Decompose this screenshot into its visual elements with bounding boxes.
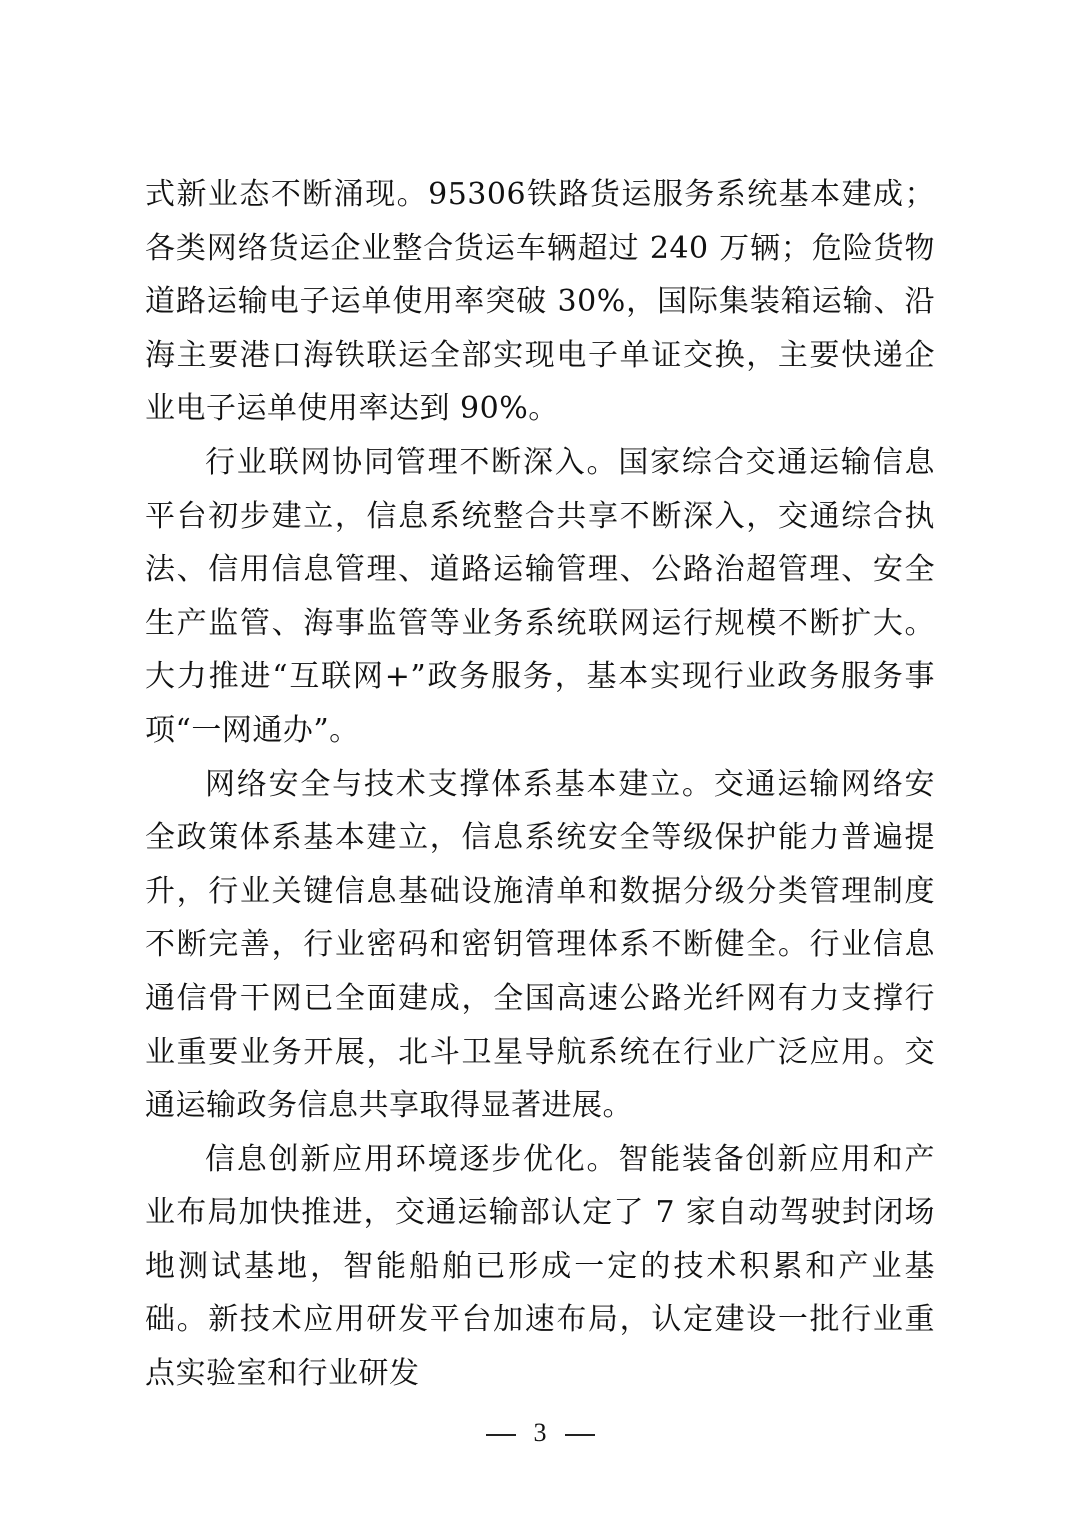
document-body <box>145 168 935 1401</box>
page-number: 3 <box>533 1418 547 1447</box>
paragraph-innovation-environment: 信息创新应用环境逐步优化。智能装备创新应用和产业布局加快推进，交通运输部认定了 7 家自动驾驶封闭场地测试基地，智能船舶已形成一定的技术积累和产业基础。新技术应用研发平台加速布局，认定建设一批行业重点实验室和行业研发 <box>145 1141 935 1392</box>
paragraph-continuation: 式新业态不断涌现。95306铁路货运服务系统基本建成；各类网络货运企业整合货运车辆超过 240 万辆；危险货物道路运输电子运单使用率突破 30%，国际集装箱运输、沿海主要港口海铁联运全部实现电子单证交换，主要快递企业电子运单使用率达到 90%。 <box>145 177 935 427</box>
paragraph-industry-network: 行业联网协同管理不断深入。国家综合交通运输信息平台初步建立，信息系统整合共享不断深入，交通综合执法、信用信息管理、道路运输管理、公路治超管理、安全生产监管、海事监管等业务系统联网运行规模不断扩大。大力推进“互联网+”政务服务，基本实现行业政务服务事项“一网通办”。 <box>145 444 935 748</box>
paragraph-network-security: 网络安全与技术支撑体系基本建立。交通运输网络安全政策体系基本建立，信息系统安全等级保护能力普遍提升，行业关键信息基础设施清单和数据分级分类管理制度不断完善，行业密码和密钥管理体系不断健全。行业信息通信骨干网已全面建成，全国高速公路光纤网有力支撑行业重要业务开展，北斗卫星导航系统在行业广泛应用。交通运输政务信息共享取得显著进展。 <box>145 766 935 1124</box>
footer-dash-right <box>565 1434 595 1436</box>
page-footer <box>0 1413 1080 1453</box>
footer-dash-left <box>486 1434 516 1436</box>
